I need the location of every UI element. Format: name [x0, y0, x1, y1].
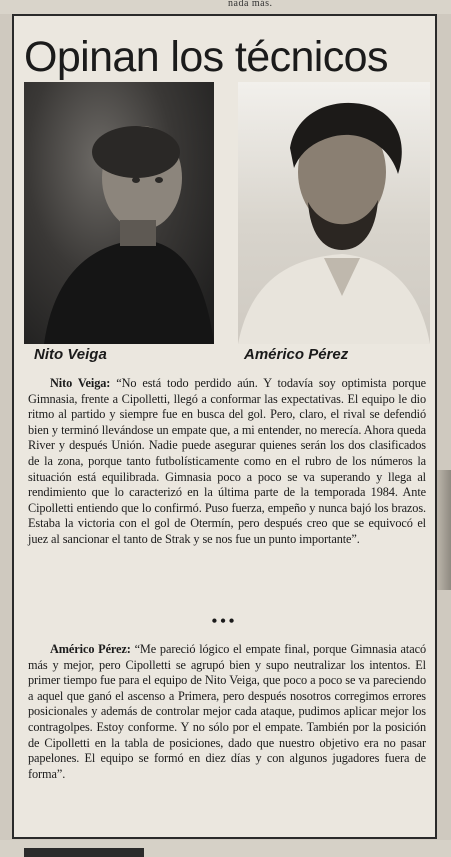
- next-headline-fragment: [24, 848, 144, 857]
- headline: Opinan los técnicos: [24, 33, 388, 81]
- caption-americo-perez: Américo Pérez: [244, 346, 349, 363]
- caption-nito-veiga: Nito Veiga: [34, 346, 107, 363]
- section-separator: •••: [211, 613, 238, 630]
- photo-americo-perez: [238, 82, 430, 344]
- adjacent-page-bleed: [437, 470, 451, 590]
- article-paragraph-perez: [28, 642, 426, 782]
- quote-text: “Me pareció lógico el empate final, porque Gimnasia atacó más y mejor, pero Cipolletti se agrupó bien y supo neutralizar los intentos. El primer tiempo fue para el equipo de Nito Veiga, que poco a poco se va pareciendo a aquel que ganó el ascenso a Primera, pero después nosotros corregimos errores posicionales y además de controlar mejor cada ataque, pudimos aplicar mejor los contragolpes. Estoy conforme. Y no sólo por el empate. También por la posición de Cipolletti en la tabla de posiciones, dado que nuestro objetivo era no pasar papelones. El equipo se formó en diez días y con algunos jugadores fuera de forma”.: [28, 642, 427, 781]
- newspaper-clipping: [12, 14, 437, 839]
- speaker-name: Nito Veiga:: [50, 376, 111, 390]
- top-strip: [0, 0, 451, 14]
- portrait-right-icon: [238, 82, 430, 344]
- quote-text: “No está todo perdido aún. Y todavía soy optimista porque Gimnasia, frente a Cipolletti, llegó a conformar las expectativas. El equipo le dio ritmo al partido y siempre fue en busca del gol. Pero, claro, el rival se defendió bien y terminó llevándose un empate que, a mi entender, no merecía. Ahora queda River y después Unión. Nadie puede asegurar quienes serán los dos clasificados de la zona, porque tanto futbolísticamente como en el rubro de los números la situación está equilibrada. Gimnasia poco a poco se va superando y llega al rendimiento que lo caracterizó en la última parte de la temporada 1984. Ante Cipolletti entiendo que lo confirmó. Puso fuerza, empeño y nunca bajó los brazos. Estaba la victoria con el gol de Otermín, pero después creo que se equivocó el juez al sancionar el tanto de Strak y se nos fue un punto importante”.: [28, 376, 427, 546]
- speaker-name: Américo Pérez:: [50, 642, 131, 656]
- article-paragraph-veiga: [28, 376, 426, 548]
- top-text-fragment: nada más.: [228, 0, 273, 9]
- portrait-left-icon: [24, 82, 214, 344]
- photo-nito-veiga: [24, 82, 214, 344]
